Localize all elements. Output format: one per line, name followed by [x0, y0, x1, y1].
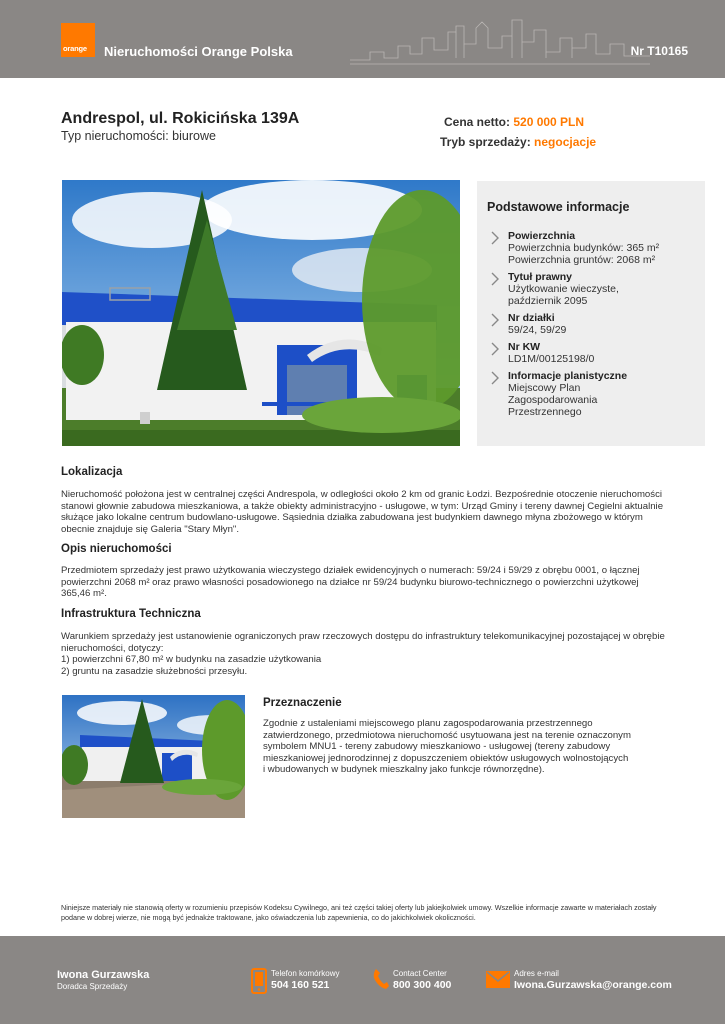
- info-value: Zagospodarowania: [508, 394, 598, 406]
- logo-text: orange: [63, 44, 87, 53]
- sale-mode-value: negocjacje: [534, 135, 597, 149]
- location-heading: Lokalizacja: [61, 466, 123, 478]
- chevron-right-icon: [490, 230, 501, 246]
- offer-number: Nr T10165: [630, 44, 688, 58]
- location-text: Nieruchomość położona jest w centralnej części Andrespola, w odległości około 2 km od granic Łodzi. Bezpośrednie otoczenie nieruchomości stanowi głownie zabudowa mieszkaniowa, a także obiekty administracyjno - usługowe, w tym: Urząd Gminy i tereny dawnej Cegielni aktualnie służące jako lokalne centrum budowlano-usługowe. Sąsiednia działka zabudowana jest budynkiem dawnego młyna zbożowego w którym obecnie znajduje się Galeria "Stary Młyn".: [61, 489, 664, 535]
- brand-title: Nieruchomości Orange Polska: [104, 44, 293, 59]
- info-value: Miejscowy Plan: [508, 382, 581, 394]
- basic-info-panel: [477, 181, 705, 446]
- price-line: [444, 115, 584, 129]
- basic-info-list: [490, 230, 702, 423]
- property-photo-secondary: [62, 695, 245, 818]
- envelope-icon: [486, 971, 510, 988]
- info-value: Powierzchnia gruntów: 2068 m²: [508, 254, 656, 266]
- chevron-right-icon: [490, 370, 501, 386]
- legal-disclaimer: Niniejsze materiały nie stanowią oferty w rozumieniu przepisów Kodeksu Cywilnego, ani też części takiej oferty lub jakiejkolwiek umowy. Wszelkie informacje zawarte w materiałach zostały podane w dobrej wierze, nie mogą być jednakże traktowane, jako oświadczenia lub zapewnienia, co do jakichkolwiek okoliczności.: [61, 903, 657, 922]
- description-text: Przedmiotem sprzedaży jest prawo użytkowania wieczystego działek ewidencyjnych o numerach: 59/24 i 59/29 z obrębu 0001, o łącznej powierzchni 2068 m² oraz prawo własności posadowionego na działce nr 59/24 budynku biurowo-technicznego o powierzchni użytkowej 365,46 m².: [61, 565, 640, 599]
- info-value: Powierzchnia budynków: 365 m²: [508, 242, 660, 254]
- mobile-label: Telefon komórkowy: [271, 969, 340, 978]
- chevron-right-icon: [490, 312, 501, 328]
- infrastructure-intro: Warunkiem sprzedaży jest ustanowienie ograniczonych praw rzeczowych dostępu do infrastruktury telekomunikacyjnej pozostającej w obrębie nieruchomości, dotyczy:: [61, 631, 665, 654]
- info-value: LD1M/00125198/0: [508, 353, 595, 365]
- mobile-phone-icon: [251, 968, 267, 994]
- sale-mode-line: [440, 135, 596, 149]
- price-label: Cena netto:: [444, 115, 510, 129]
- info-label: Informacje planistyczne: [508, 370, 628, 382]
- info-item-planning: [490, 370, 702, 418]
- info-label: Powierzchnia: [508, 230, 576, 242]
- property-photo-main: [62, 180, 460, 446]
- info-item-area: [490, 230, 702, 266]
- agent-name: Iwona Gurzawska: [57, 969, 150, 981]
- property-title: Andrespol, ul. Rokicińska 139A: [61, 110, 300, 127]
- phone-handset-icon: [372, 968, 390, 990]
- email-label: Adres e-mail: [514, 969, 559, 978]
- chevron-right-icon: [490, 341, 501, 357]
- info-label: Nr KW: [508, 341, 541, 353]
- chevron-right-icon: [490, 271, 501, 287]
- info-item-plot: [490, 312, 702, 336]
- infrastructure-point-2: 2) gruntu na zasadzie służebności przesyłu.: [61, 665, 248, 677]
- agent-role: Doradca Sprzedaży: [57, 982, 128, 991]
- info-value: Użytkowanie wieczyste,: [508, 283, 619, 295]
- info-label: Tytuł prawny: [508, 271, 572, 283]
- orange-logo: [61, 23, 95, 57]
- info-item-title: [490, 271, 702, 307]
- infrastructure-point-1: 1) powierzchni 67,80 m² w budynku na zasadzie użytkowania: [61, 654, 322, 665]
- skyline-illustration: [350, 8, 650, 68]
- sale-mode-label: Tryb sprzedaży:: [440, 135, 531, 149]
- purpose-heading: Przeznaczenie: [263, 697, 342, 709]
- info-value: październik 2095: [508, 295, 588, 307]
- price-value: 520 000 PLN: [513, 115, 585, 129]
- email-address[interactable]: Iwona.Gurzawska@orange.com: [514, 979, 672, 991]
- footer-bar: [0, 936, 725, 1024]
- info-item-kw: [490, 341, 702, 365]
- info-label: Nr działki: [508, 312, 555, 324]
- purpose-text: Zgodnie z ustaleniami miejscowego planu zagospodarowania przestrzennego zatwierdzonego, przedmiotowa nieruchomość usytuowana jest na terenie oznaczonym symbolem MNU1 - tereny zabudowy mieszkaniowo - usługowej (tereny zabudowy mieszkaniowej jednorodzinnej z dopuszczeniem obiektów usługowych wolnostojących i wbudowanych w budynek mieszkalny jako funkcje równorzędne).: [263, 718, 631, 775]
- mobile-number[interactable]: 504 160 521: [271, 979, 330, 991]
- contact-center-number[interactable]: 800 300 400: [393, 979, 452, 991]
- contact-center-label: Contact Center: [393, 969, 447, 978]
- info-value: Przestrzennego: [508, 406, 582, 418]
- infrastructure-text: [61, 631, 665, 677]
- infrastructure-heading: Infrastruktura Techniczna: [61, 608, 201, 620]
- description-heading: Opis nieruchomości: [61, 543, 172, 555]
- property-type: Typ nieruchomości: biurowe: [61, 129, 216, 143]
- basic-info-title: Podstawowe informacje: [487, 200, 630, 214]
- info-value: 59/24, 59/29: [508, 324, 567, 336]
- header-bar: [0, 0, 725, 78]
